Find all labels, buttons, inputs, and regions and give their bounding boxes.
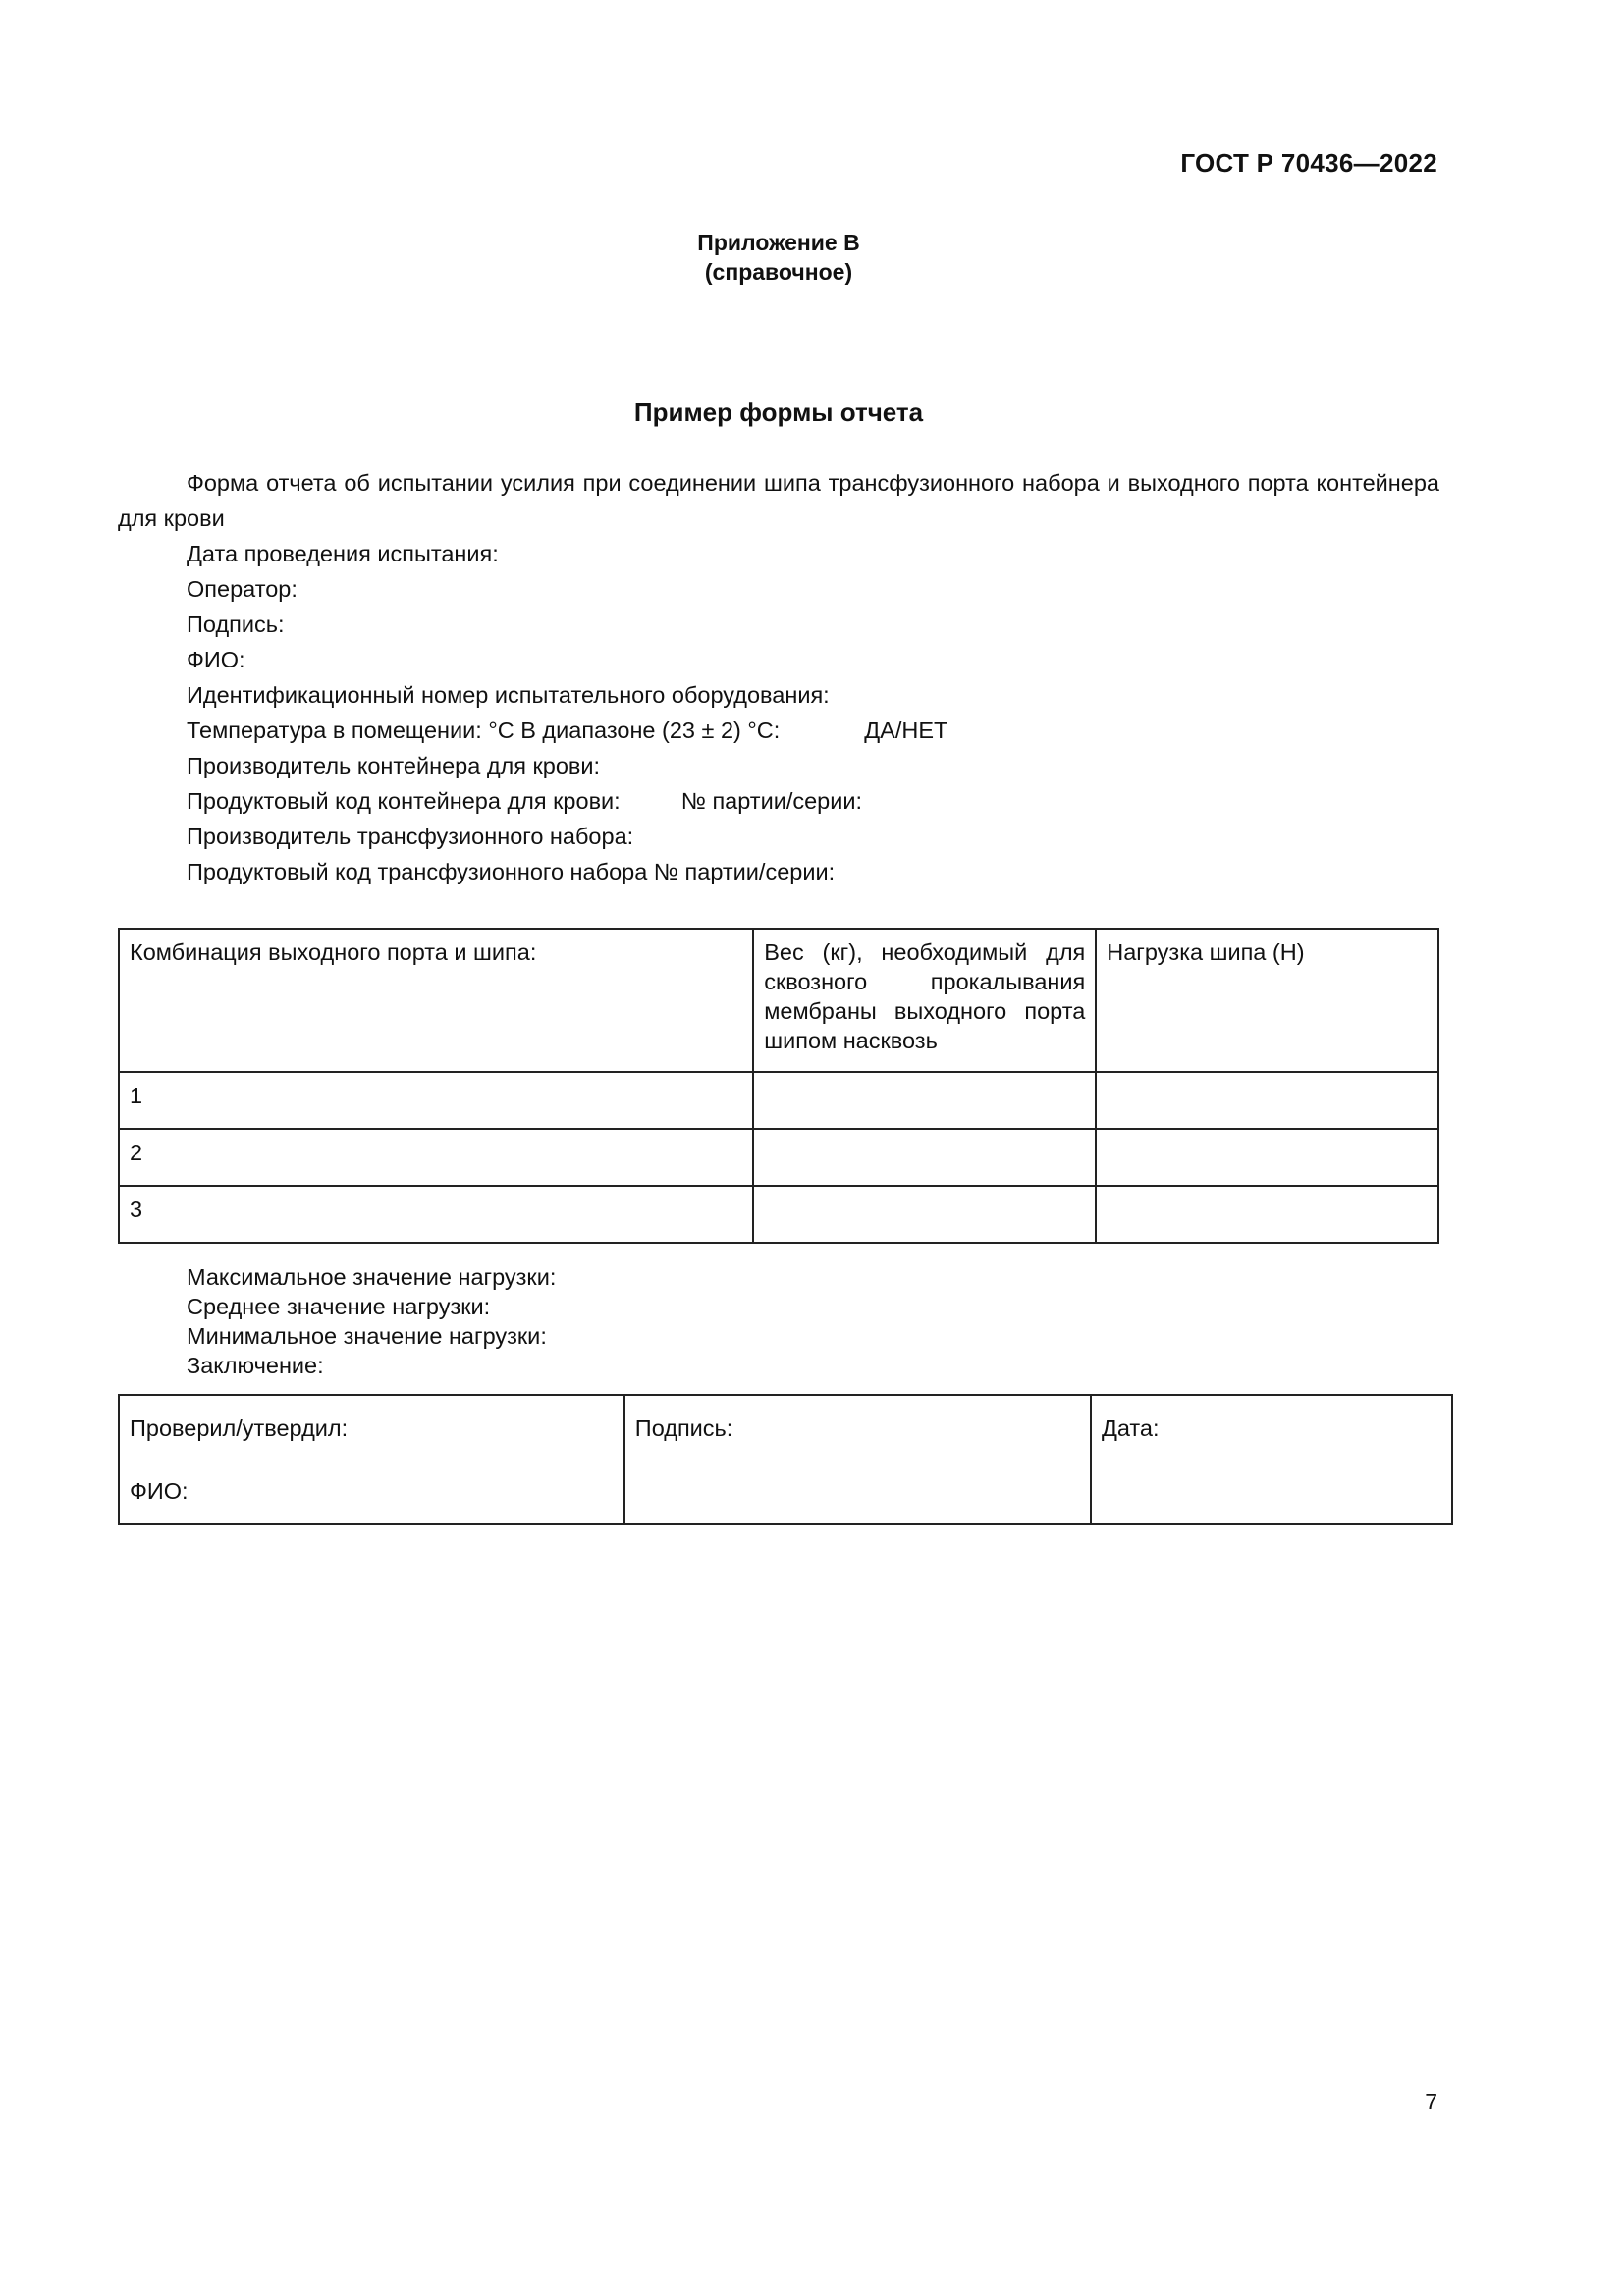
date-label: Дата: [1101, 1415, 1160, 1441]
table-cell: 1 [119, 1072, 753, 1129]
load-statistics [187, 1262, 556, 1380]
room-temperature-answer: ДА/НЕТ [864, 718, 948, 743]
appendix-title: Приложение В [697, 230, 860, 255]
room-temperature-label: Температура в помещении: °C В диапазоне (23 ± 2) °C: [187, 718, 781, 743]
field-set-manufacturer: Производитель трансфузионного набора: [187, 824, 634, 849]
stat-conclusion: Заключение: [187, 1353, 324, 1378]
stat-min-load: Минимальное значение нагрузки: [187, 1323, 547, 1349]
table-row [119, 1072, 1438, 1129]
field-container-product-code [187, 783, 1439, 819]
field-equipment-id: Идентификационный номер испытательного оборудования: [187, 682, 830, 708]
signature-table [118, 1394, 1453, 1525]
container-batch-label: № партии/серии: [680, 788, 863, 814]
container-product-code-label: Продуктовый код контейнера для крови: [187, 788, 621, 814]
table-cell [753, 1072, 1096, 1129]
results-table-header-row [119, 929, 1438, 1072]
field-operator: Оператор: [187, 576, 298, 602]
field-container-manufacturer: Производитель контейнера для крови: [187, 753, 601, 778]
table-cell: 2 [119, 1129, 753, 1186]
appendix-heading [0, 228, 1557, 287]
header-port-spike-combination: Комбинация выходного порта и шипа: [119, 929, 753, 1072]
table-row [119, 1129, 1438, 1186]
fio-label: ФИО: [130, 1478, 189, 1504]
report-fields [187, 536, 1439, 889]
checked-by-cell [119, 1395, 624, 1524]
table-cell [1096, 1129, 1438, 1186]
table-cell [1096, 1072, 1438, 1129]
stat-max-load: Максимальное значение нагрузки: [187, 1264, 557, 1290]
page-number: 7 [1425, 2089, 1437, 2114]
appendix-subtitle: (справочное) [704, 259, 853, 285]
field-test-date: Дата проведения испытания: [187, 541, 499, 566]
stat-avg-load: Среднее значение нагрузки: [187, 1294, 491, 1319]
table-cell [753, 1129, 1096, 1186]
field-room-temperature [187, 713, 1439, 748]
checked-by-label: Проверил/утвердил: [130, 1415, 349, 1441]
signature-cell [624, 1395, 1091, 1524]
standard-code: ГОСТ Р 70436—2022 [1180, 148, 1437, 178]
header-spike-load: Нагрузка шипа (Н) [1096, 929, 1438, 1072]
field-fio: ФИО: [187, 647, 245, 672]
table-cell [1096, 1186, 1438, 1243]
intro-paragraph: Форма отчета об испытании усилия при соединении шипа трансфузионного набора и выходного порта контейнера для крови [118, 470, 1439, 531]
table-row [119, 1186, 1438, 1243]
field-signature: Подпись: [187, 612, 285, 637]
signature-row [119, 1395, 1452, 1524]
date-cell [1091, 1395, 1452, 1524]
table-cell: 3 [119, 1186, 753, 1243]
signature-label: Подпись: [634, 1415, 733, 1441]
table-cell [753, 1186, 1096, 1243]
field-set-product-code: Продуктовый код трансфузионного набора № партии/серии: [187, 859, 836, 884]
header-piercing-weight: Вес (кг), необходимый для сквозного прокалывания мембраны выходного порта шипом насквозь [753, 929, 1096, 1072]
results-table [118, 928, 1439, 1244]
form-title: Пример формы отчета [633, 398, 924, 427]
